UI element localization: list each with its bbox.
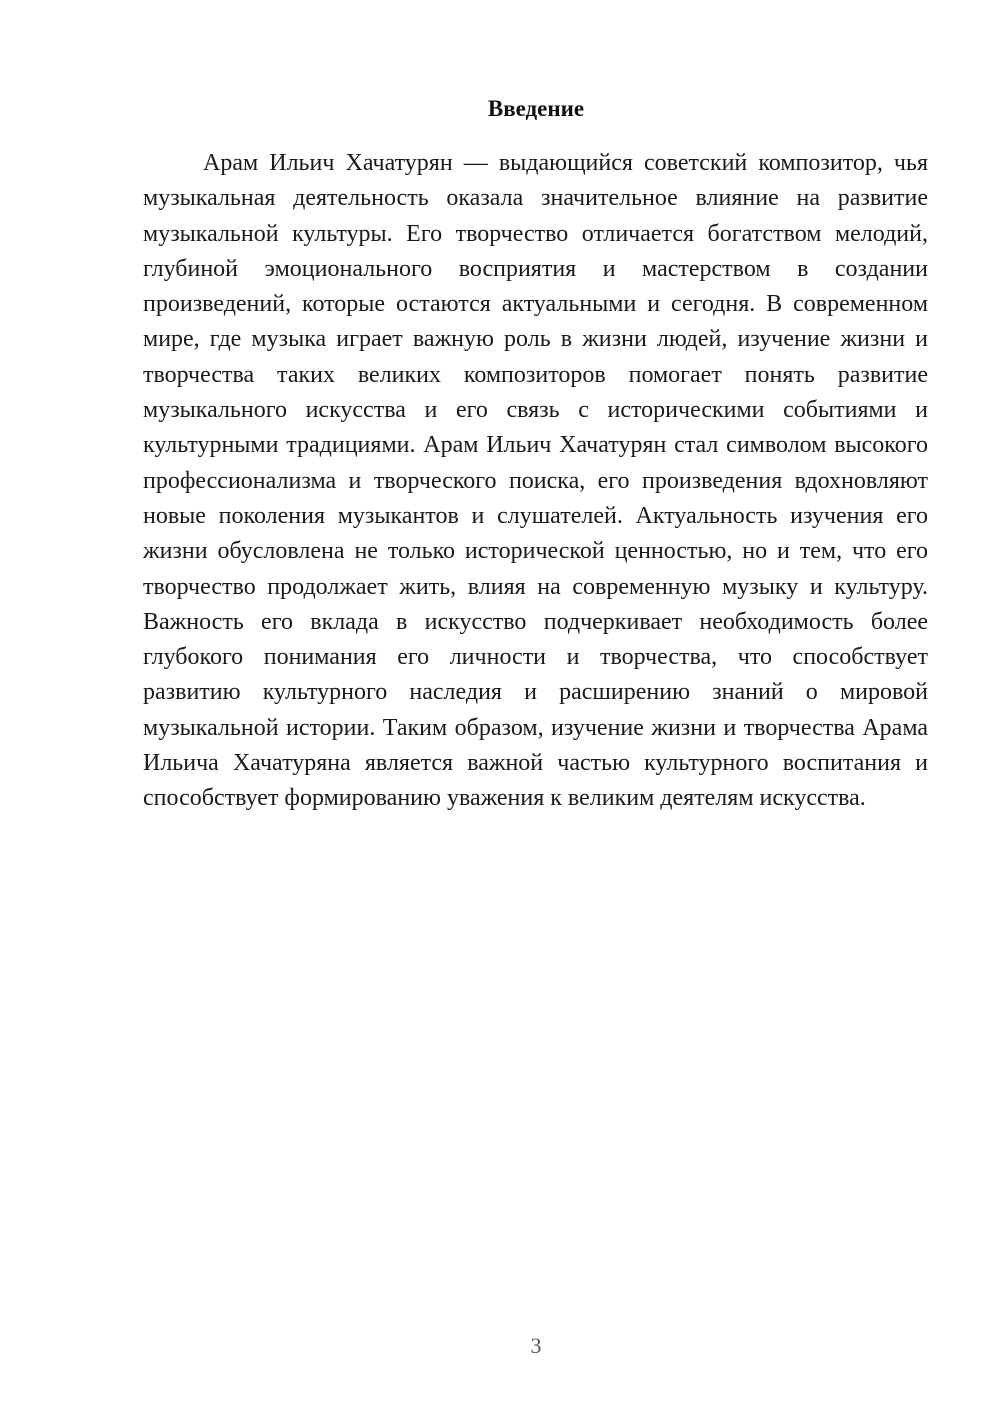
page-number: 3 <box>530 1333 542 1358</box>
body-paragraph: Арам Ильич Хачатурян — выдающийся советский композитор, чья музыкальная деятельность оказала значительное влияние на развитие музыкальной культуры. Его творчество отличается богатством мелодий, глубиной эмоционального восприятия и мастерством в создании произведений, которые остаются актуальными и сегодня. В современном мире, где музыка играет важную роль в жизни людей, изучение жизни и творчества таких великих композиторов помогает понять развитие музыкального искусства и его связь с историческими событиями и культурными традициями. Арам Ильич Хачатурян стал символом высокого профессионализма и творческого поиска, его произведения вдохновляют новые поколения музыкантов и слушателей. Актуальность изучения его жизни обусловлена не только исторической ценностью, но и тем, что его творчество продолжает жить, влияя на современную музыку и культуру. Важность его вклада в искусство подчеркивает необходимость более глубокого понимания его личности и творчества, что способствует развитию культурного наследия и расширению знаний о мировой музыкальной истории. Таким образом, изучение жизни и творчества Арама Ильича Хачатуряна является важной частью культурного воспитания и способствует формированию уважения к великим деятелям искусства. <box>143 150 928 812</box>
page-title: Введение <box>487 96 585 121</box>
